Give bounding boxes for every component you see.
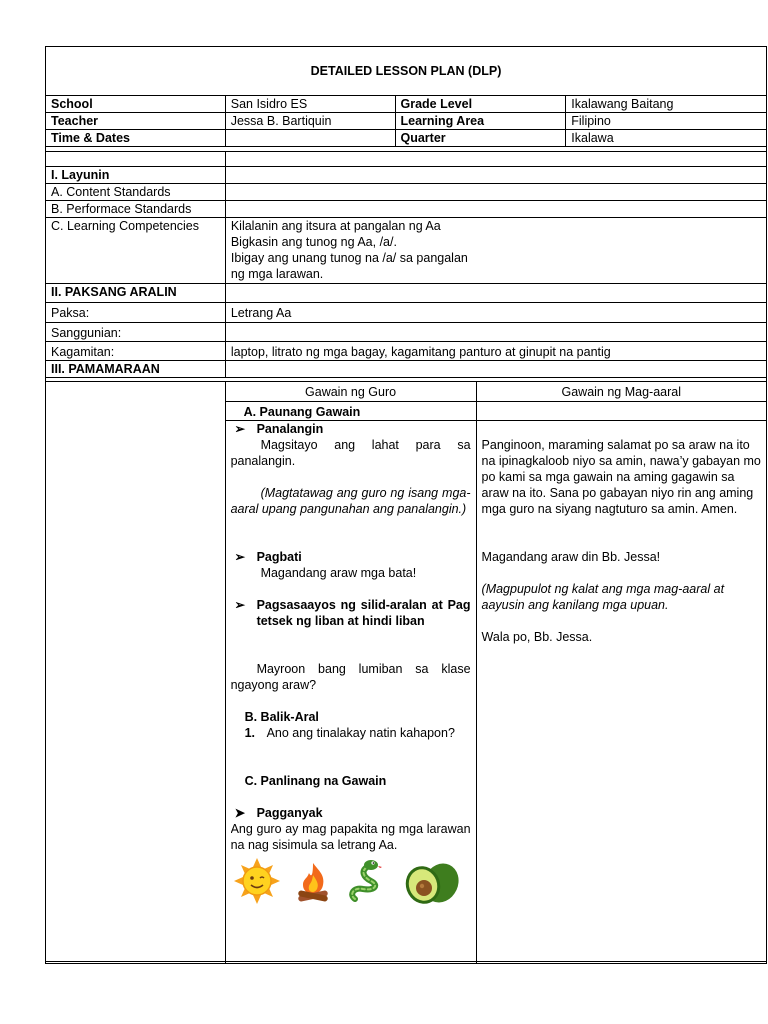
- avocado-icon: [401, 857, 463, 905]
- competency-line: ng mga larawan.: [230, 267, 324, 281]
- competency-line: Kilalanin ang itsura at pangalan ng Aa: [230, 219, 441, 233]
- time-label: Time & Dates: [46, 130, 226, 147]
- panlinang-heading: C. Panlinang na Gawain: [244, 774, 387, 788]
- competency-line: Ibigay ang unang tunog na /a/ sa pangalan: [230, 251, 468, 265]
- lumiban-question: Mayroon bang lumiban sa klase ngayong araw?: [230, 662, 471, 692]
- kagamitan-value: laptop, litrato ng mga bagay, kagamitang panturo at ginupit na pantig: [225, 342, 766, 361]
- pagsasaayos-item: [231, 597, 471, 629]
- header-table: [45, 95, 767, 147]
- sun-icon: [233, 857, 281, 905]
- school-label: School: [46, 96, 226, 113]
- sanggunian-label: Sanggunian:: [46, 323, 226, 342]
- panalangin-title: Panalangin: [256, 422, 324, 436]
- arrow-bullet-icon: ➤: [234, 806, 246, 820]
- learning-competencies-value: [225, 218, 766, 284]
- teacher-value: Jessa B. Bartiquin: [225, 113, 395, 130]
- content-standards-label: A. Content Standards: [46, 184, 226, 201]
- performance-standards-label: B. Performace Standards: [46, 201, 226, 218]
- picture-row: [231, 857, 471, 905]
- pagganyak-item: [231, 805, 471, 821]
- paunang-gawain-response: [476, 402, 766, 421]
- paksang-heading: II. PAKSANG ARALIN: [46, 284, 226, 303]
- balik-aral-number: 1.: [244, 726, 255, 740]
- pamamaraan-heading: III. PAMAMARAAN: [46, 361, 226, 378]
- lesson-plan-sheet: [45, 46, 767, 962]
- spacer-cell: [225, 152, 766, 167]
- performance-standards-value: [225, 201, 766, 218]
- pagbati-title: Pagbati: [256, 550, 302, 564]
- col-header-guro: Gawain ng Guro: [225, 382, 476, 402]
- panalangin-text: Magsitayo ang lahat para sa panalangin.: [230, 438, 471, 468]
- paunang-gawain-heading: A. Paunang Gawain: [225, 402, 476, 421]
- spacer-cell: [46, 152, 226, 167]
- panalangin-note: (Magtatawag ang guro ng isang mga-aaral upang pangunahan ang panalangin.): [230, 486, 471, 516]
- pagganyak-text: Ang guro ay mag papakita ng mga larawan na nag sisimula sa letrang Aa.: [230, 822, 471, 852]
- learning-area-label: Learning Area: [395, 113, 566, 130]
- grade-label: Grade Level: [395, 96, 566, 113]
- procedure-table: [45, 381, 767, 964]
- pagsasaayos-response: (Magpupulot ng kalat ang mga mag-aaral at aayusin ang kanilang mga upuan.: [481, 582, 725, 612]
- col-header-magaaral: Gawain ng Mag-aaral: [476, 382, 766, 402]
- panalangin-item: [231, 421, 471, 437]
- content-standards-value: [225, 184, 766, 201]
- balik-aral-question: [231, 725, 471, 741]
- paksang-value: [225, 284, 766, 303]
- guro-column: [225, 421, 476, 964]
- arrow-bullet-icon: ➢: [234, 422, 246, 436]
- fire-icon: [289, 857, 337, 905]
- pagsasaayos-title: Pagsasaayos ng silid-aralan at Pag tetsek ng liban at hindi liban: [256, 598, 471, 628]
- sanggunian-value: [225, 323, 766, 342]
- objectives-table: [45, 151, 767, 378]
- document-title: DETAILED LESSON PLAN (DLP): [46, 47, 766, 96]
- arrow-bullet-icon: ➢: [234, 598, 246, 612]
- time-value: [225, 130, 395, 147]
- pamamaraan-value: [225, 361, 766, 378]
- layunin-heading: I. Layunin: [46, 167, 226, 184]
- magaaral-column: [476, 421, 766, 964]
- competency-line: Bigkasin ang tunog ng Aa, /a/.: [230, 235, 397, 249]
- teacher-label: Teacher: [46, 113, 226, 130]
- quarter-label: Quarter: [395, 130, 566, 147]
- layunin-value: [225, 167, 766, 184]
- prayer-response: Panginoon, maraming salamat po sa araw na ito na ipinagkaloob niyo sa amin, nawa’y gabayan mo po kami sa mga gawain na aming gagawin sa araw na ito. Sana po gabayan niyo rin ang aming mga guro na siyang nagtuturo sa amin. Amen.: [481, 438, 761, 516]
- quarter-value: Ikalawa: [566, 130, 767, 147]
- pagbati-response: Magandang araw din Bb. Jessa!: [481, 550, 661, 564]
- learning-area-value: Filipino: [566, 113, 767, 130]
- arrow-bullet-icon: ➢: [234, 550, 246, 564]
- balik-aral-heading: B. Balik-Aral: [244, 710, 319, 724]
- school-value: San Isidro ES: [225, 96, 395, 113]
- paksa-value: Letrang Aa: [225, 303, 766, 323]
- paksa-label: Paksa:: [46, 303, 226, 323]
- pagbati-item: [231, 549, 471, 565]
- procedure-left-blank: [46, 382, 226, 964]
- learning-competencies-label: C. Learning Competencies: [46, 218, 226, 284]
- balik-aral-text: Ano ang tinalakay natin kahapon?: [266, 726, 455, 740]
- grade-value: Ikalawang Baitang: [566, 96, 767, 113]
- kagamitan-label: Kagamitan:: [46, 342, 226, 361]
- snake-icon: [345, 857, 393, 905]
- pagbati-text: Magandang araw mga bata!: [260, 566, 417, 580]
- lumiban-response: Wala po, Bb. Jessa.: [481, 630, 593, 644]
- pagganyak-title: Pagganyak: [256, 806, 323, 820]
